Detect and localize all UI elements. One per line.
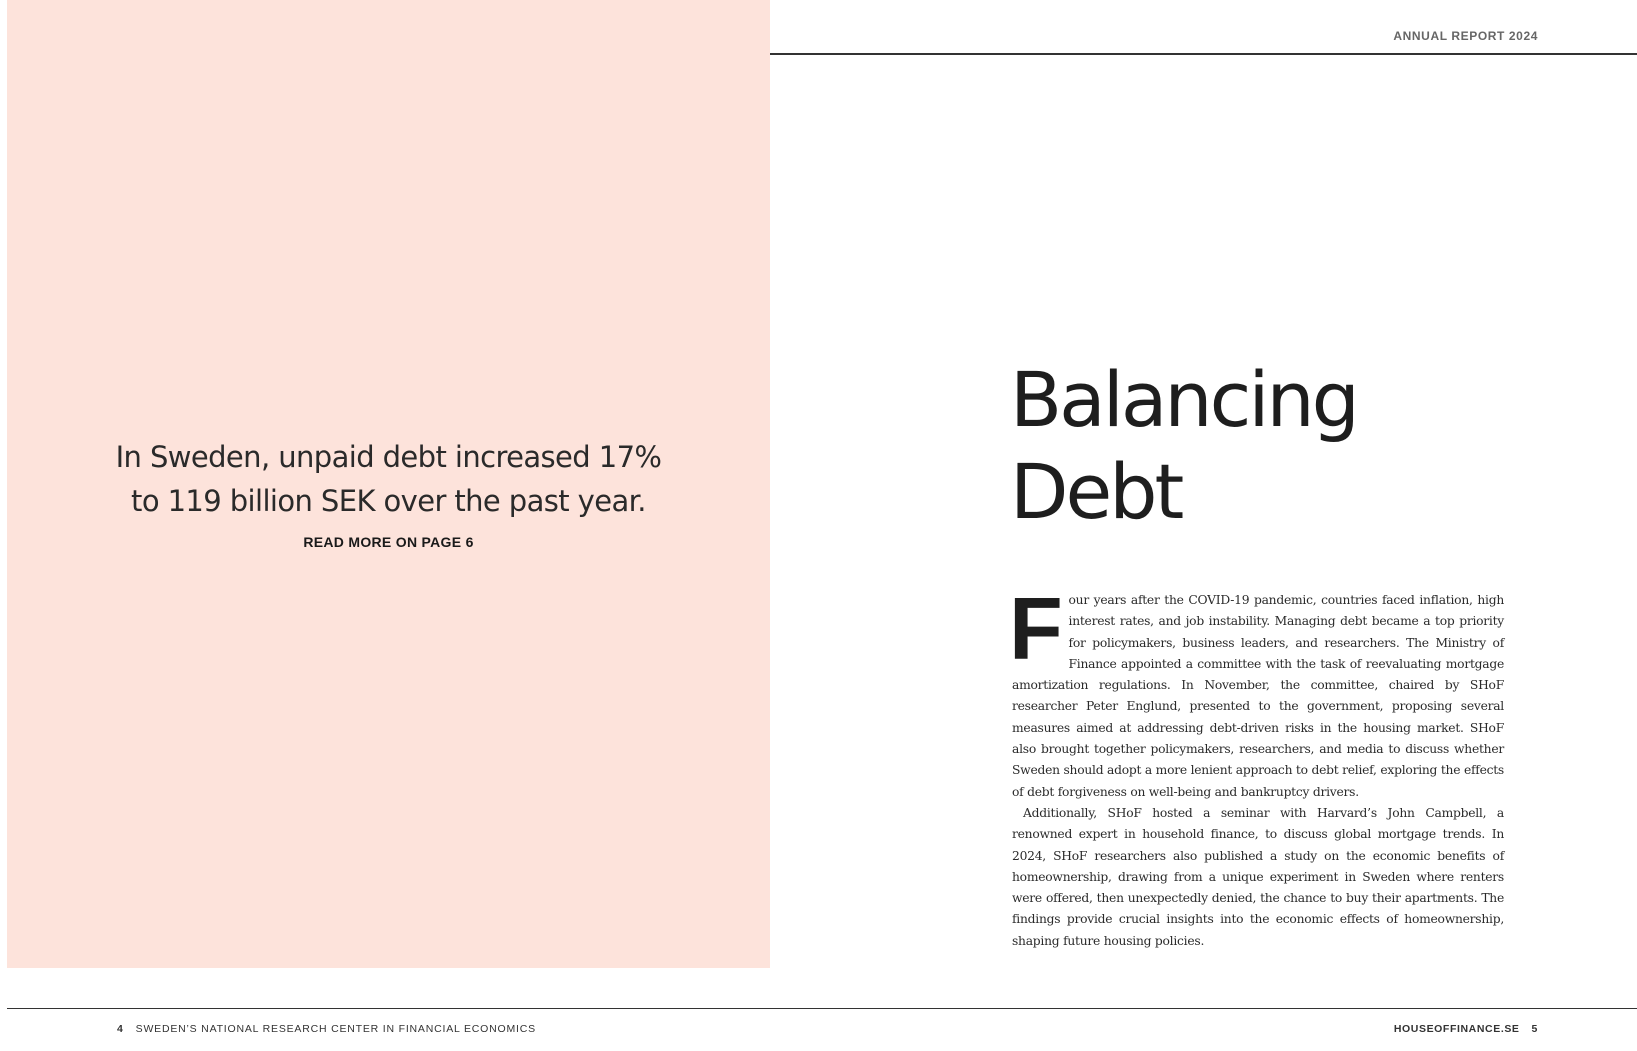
article-body <box>1009 579 1504 952</box>
paragraph-1-text: our years after the COVID-19 pandemic, countries faced inflation, high interest rates, and job instability. Managing debt became a top priority for policymakers, business leaders, and researchers. The Ministry of Finance appointed a committee with the task of reevaluating mortgage amortization regulations. In November, the committee, chaired by SHoF researcher Peter Englund, presented to the government, proposing several measures aimed at addressing debt-driven risks in the housing market. SHoF also brought together policymakers, researchers, and media to discuss whether Sweden should adopt a more lenient approach to debt relief, exploring the effects of debt forgiveness on well-being and bankruptcy drivers. <box>1012 593 1504 799</box>
pull-quote-line-2: to 119 billion SEK over the past year. <box>131 484 646 518</box>
running-head: ANNUAL REPORT 2024 <box>1393 29 1538 43</box>
page-title <box>1010 354 1357 538</box>
footer-website-link[interactable]: HOUSEOFFINANCE.SE <box>1393 1023 1520 1035</box>
pull-quote <box>7 435 770 523</box>
paragraph-1 <box>1009 579 1504 803</box>
title-line-2: Debt <box>1010 447 1182 536</box>
drop-cap: F <box>1009 579 1063 678</box>
title-line-1: Balancing <box>1010 355 1357 444</box>
left-page-number: 4 <box>117 1023 124 1035</box>
pull-quote-line-1: In Sweden, unpaid debt increased 17% <box>115 440 662 474</box>
footer-rule <box>7 1008 1637 1009</box>
footer-left-text: SWEDEN’S NATIONAL RESEARCH CENTER IN FINANCIAL ECONOMICS <box>135 1023 536 1035</box>
header-rule <box>770 53 1637 55</box>
left-page-panel <box>7 0 770 968</box>
right-page-number: 5 <box>1531 1023 1538 1035</box>
footer-right <box>1394 1023 1538 1035</box>
footer-left <box>117 1023 536 1035</box>
paragraph-2: Additionally, SHoF hosted a seminar with Harvard’s John Campbell, a renowned expert in household finance, to discuss global mortgage trends. In 2024, SHoF researchers also published a study on the economic benefits of homeownership, drawing from a unique experiment in Sweden where renters were offered, then unexpectedly denied, the chance to buy their apartments. The findings provide crucial insights into the economic effects of homeownership, shaping future housing policies. <box>1012 805 1504 948</box>
read-more-link[interactable]: READ MORE ON PAGE 6 <box>303 534 474 550</box>
